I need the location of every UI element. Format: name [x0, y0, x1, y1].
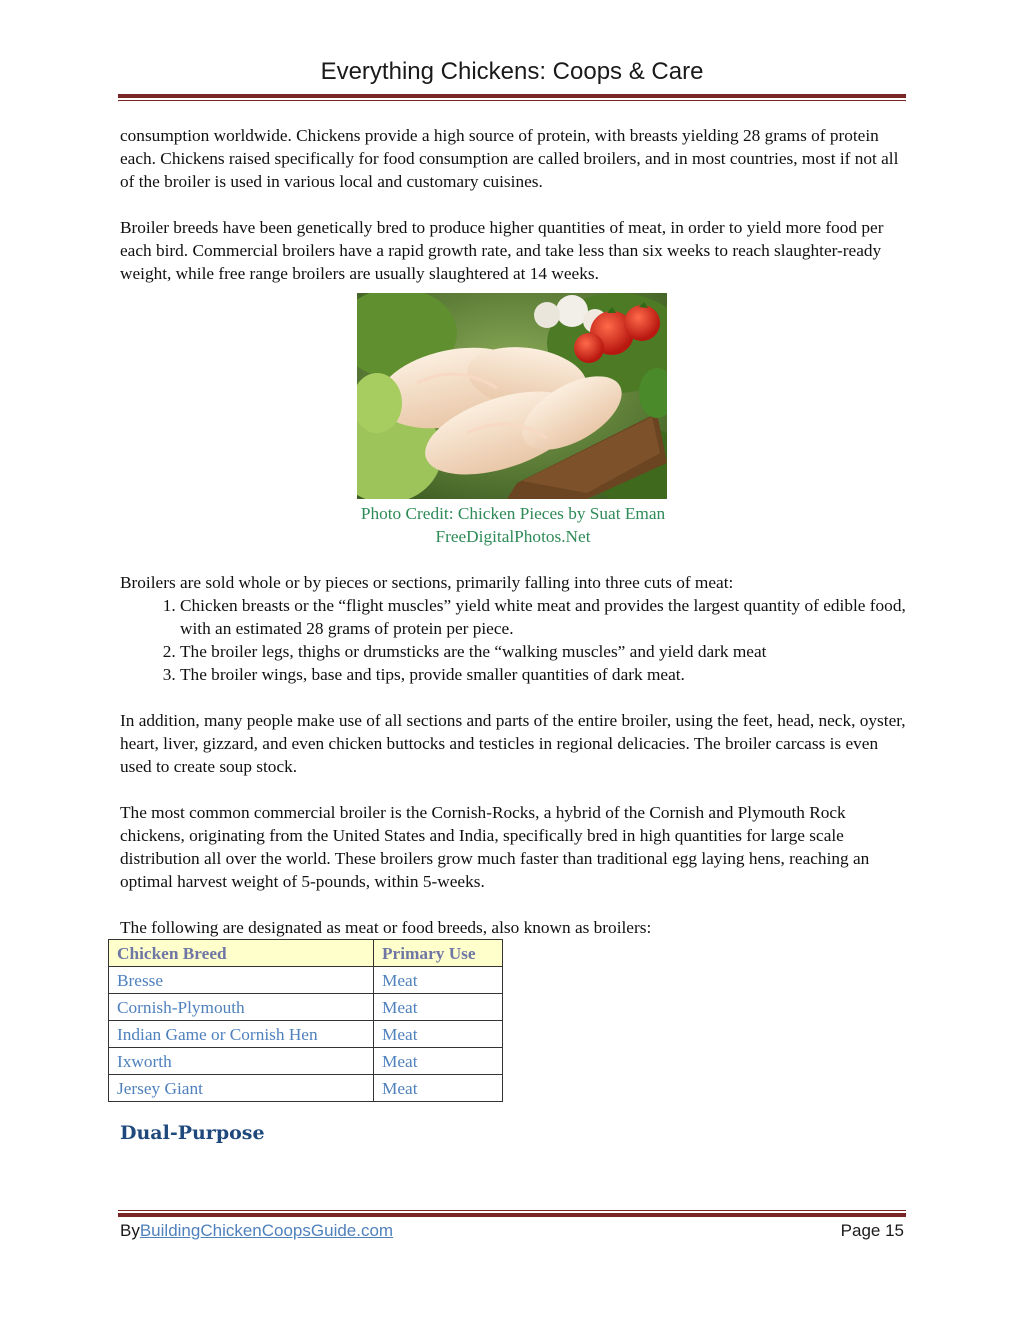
table-header-row [109, 940, 503, 967]
footer-rule-thin [118, 1210, 906, 1211]
table-cell: Meat [374, 967, 503, 994]
footer-site-link[interactable]: BuildingChickenCoopsGuide.com [139, 1221, 394, 1240]
table-cell: Meat [374, 1048, 503, 1075]
paragraph: Broilers are sold whole or by pieces or sections, primarily falling into three cuts of meat: [120, 573, 734, 592]
paragraph: consumption worldwide. Chickens provide a high source of protein, with breasts yielding 28 grams of protein each. Chickens raised specifically for food consumption are called broilers, and in most countries, most if not all of the broiler is used in various local and customary cuisines. [120, 126, 899, 191]
table-row [109, 1048, 503, 1075]
table-cell: Meat [374, 1075, 503, 1102]
page-content [117, 124, 906, 1145]
photo-caption-line-1: Photo Credit: Chicken Pieces by Suat Eman [360, 504, 666, 523]
list-item: 3. The broiler wings, base and tips, provide smaller quantities of dark meat. [180, 663, 906, 686]
chicken-pieces-photo [357, 293, 667, 499]
table-cell: Meat [374, 1021, 503, 1048]
table-row [109, 1021, 503, 1048]
header-rule-thin [118, 100, 906, 101]
paragraph: Broiler breeds have been genetically bred to produce higher quantities of meat, in order to yield more food per each bird. Commercial broilers have a rapid growth rate, and take less than six weeks to reach slaughter-ready weight, while free range broilers are usually slaughtered at 14 weeks. [120, 218, 884, 283]
section-heading: Dual-Purpose [120, 1122, 265, 1144]
table-cell: Cornish-Plymouth [109, 994, 374, 1021]
table-row [109, 994, 503, 1021]
photo-caption-line-2: FreeDigitalPhotos.Net [435, 527, 591, 546]
table-cell: Indian Game or Cornish Hen [109, 1021, 374, 1048]
page-number: Page 15 [840, 1221, 904, 1240]
list-item: 1. Chicken breasts or the “flight muscles” yield white meat and provides the largest quantity of edible food, with an estimated 28 grams of protein per piece. [180, 594, 906, 640]
paragraph: The following are designated as meat or food breeds, also known as broilers: [120, 918, 652, 937]
list-item: 2. The broiler legs, thighs or drumsticks are the “walking muscles” and yield dark meat [180, 640, 906, 663]
paragraph: In addition, many people make use of all sections and parts of the entire broiler, using the feet, head, neck, oyster, heart, liver, gizzard, and even chicken buttocks and testicles in regional delicacies. The broiler carcass is even used to create soup stock. [120, 711, 906, 776]
meat-breeds-table [108, 939, 503, 1102]
chicken-pieces-image [357, 293, 667, 499]
header-rule-thick [118, 94, 906, 98]
page-footer [120, 1221, 904, 1241]
paragraph: The most common commercial broiler is the Cornish-Rocks, a hybrid of the Cornish and Plymouth Rock chickens, originating from the United States and India, specifically bred in high quantities for large scale distribution all over the world. These broilers grow much faster than traditional egg laying hens, reaching an optimal harvest weight of 5-pounds, within 5-weeks. [120, 803, 870, 891]
footer-rule-thick [118, 1213, 906, 1217]
table-cell: Ixworth [109, 1048, 374, 1075]
table-header-cell: Primary Use [374, 940, 503, 967]
cuts-list [120, 594, 906, 686]
table-header-cell: Chicken Breed [109, 940, 374, 967]
table-row [109, 1075, 503, 1102]
table-cell: Bresse [109, 967, 374, 994]
table-cell: Meat [374, 994, 503, 1021]
footer-by-label: By [120, 1221, 140, 1240]
table-cell: Jersey Giant [109, 1075, 374, 1102]
page-header-title: Everything Chickens: Coops & Care [320, 58, 704, 85]
table-row [109, 967, 503, 994]
